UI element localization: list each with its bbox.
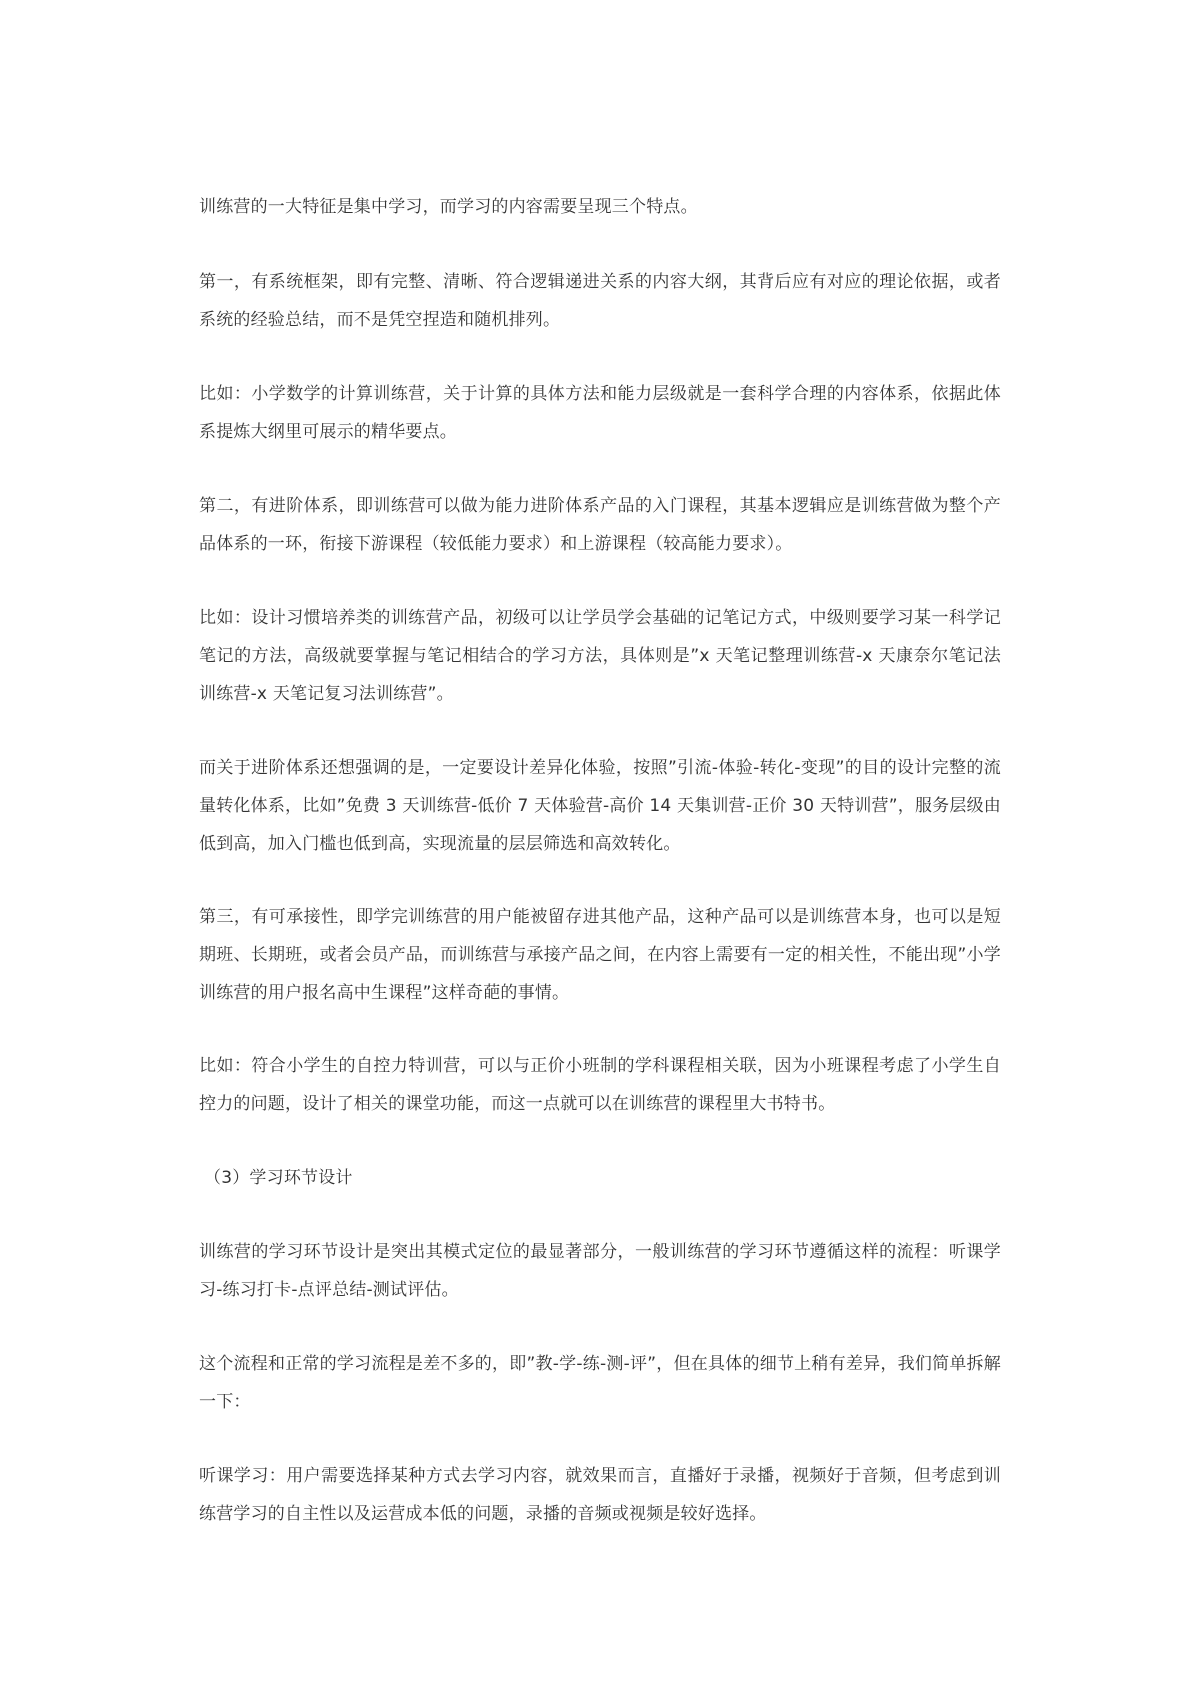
paragraph-intro: 训练营的一大特征是集中学习，而学习的内容需要呈现三个特点。: [199, 197, 698, 217]
paragraph-point-one: 第一，有系统框架，即有完整、清晰、符合逻辑递进关系的内容大纲，其背后应有对应的理论依据，或者系统的经验总结，而不是凭空捏造和随机排列。: [199, 272, 1001, 330]
paragraph-learning-flow: 这个流程和正常的学习流程是差不多的，即”教-学-练-测-评”，但在具体的细节上稍有差异，我们简单拆解一下：: [199, 1354, 1001, 1412]
paragraph-example-one: 比如：小学数学的计算训练营，关于计算的具体方法和能力层级就是一套科学合理的内容体系，依据此体系提炼大纲里可展示的精华要点。: [199, 384, 1001, 442]
paragraph-point-two: 第二，有进阶体系，即训练营可以做为能力进阶体系产品的入门课程，其基本逻辑应是训练营做为整个产品体系的一环，衔接下游课程（较低能力要求）和上游课程（较高能力要求）。: [199, 496, 1001, 554]
paragraph-example-three: 比如：符合小学生的自控力特训营，可以与正价小班制的学科课程相关联，因为小班课程考虑了小学生自控力的问题，设计了相关的课堂功能，而这一点就可以在训练营的课程里大书特书。: [199, 1056, 1001, 1114]
paragraph-example-two: 比如：设计习惯培养类的训练营产品，初级可以让学员学会基础的记笔记方式，中级则要学习某一科学记笔记的方法，高级就要掌握与笔记相结合的学习方法，具体则是”x 天笔记整理训练营-x 天康奈尔笔记法训练营-x 天笔记复习法训练营”。: [199, 608, 1001, 704]
paragraph-learning-design: 训练营的学习环节设计是突出其模式定位的最显著部分，一般训练营的学习环节遵循这样的流程：听课学习-练习打卡-点评总结-测试评估。: [199, 1242, 1001, 1300]
section-heading: （3）学习环节设计: [204, 1168, 353, 1188]
paragraph-point-three: 第三，有可承接性，即学完训练营的用户能被留存进其他产品，这种产品可以是训练营本身，也可以是短期班、长期班，或者会员产品，而训练营与承接产品之间，在内容上需要有一定的相关性，不能出现”小学训练营的用户报名高中生课程”这样奇葩的事情。: [199, 907, 1001, 1003]
paragraph-advanced-system: 而关于进阶体系还想强调的是，一定要设计差异化体验，按照”引流-体验-转化-变现”的目的设计完整的流量转化体系，比如”免费 3 天训练营-低价 7 天体验营-高价 14 天集训营-正价 30 天特训营”，服务层级由低到高，加入门槛也低到高，实现流量的层层筛选和高效转化。: [199, 758, 1001, 854]
paragraph-listening-learning: 听课学习：用户需要选择某种方式去学习内容，就效果而言，直播好于录播，视频好于音频，但考虑到训练营学习的自主性以及运营成本低的问题，录播的音频或视频是较好选择。: [199, 1466, 1001, 1524]
